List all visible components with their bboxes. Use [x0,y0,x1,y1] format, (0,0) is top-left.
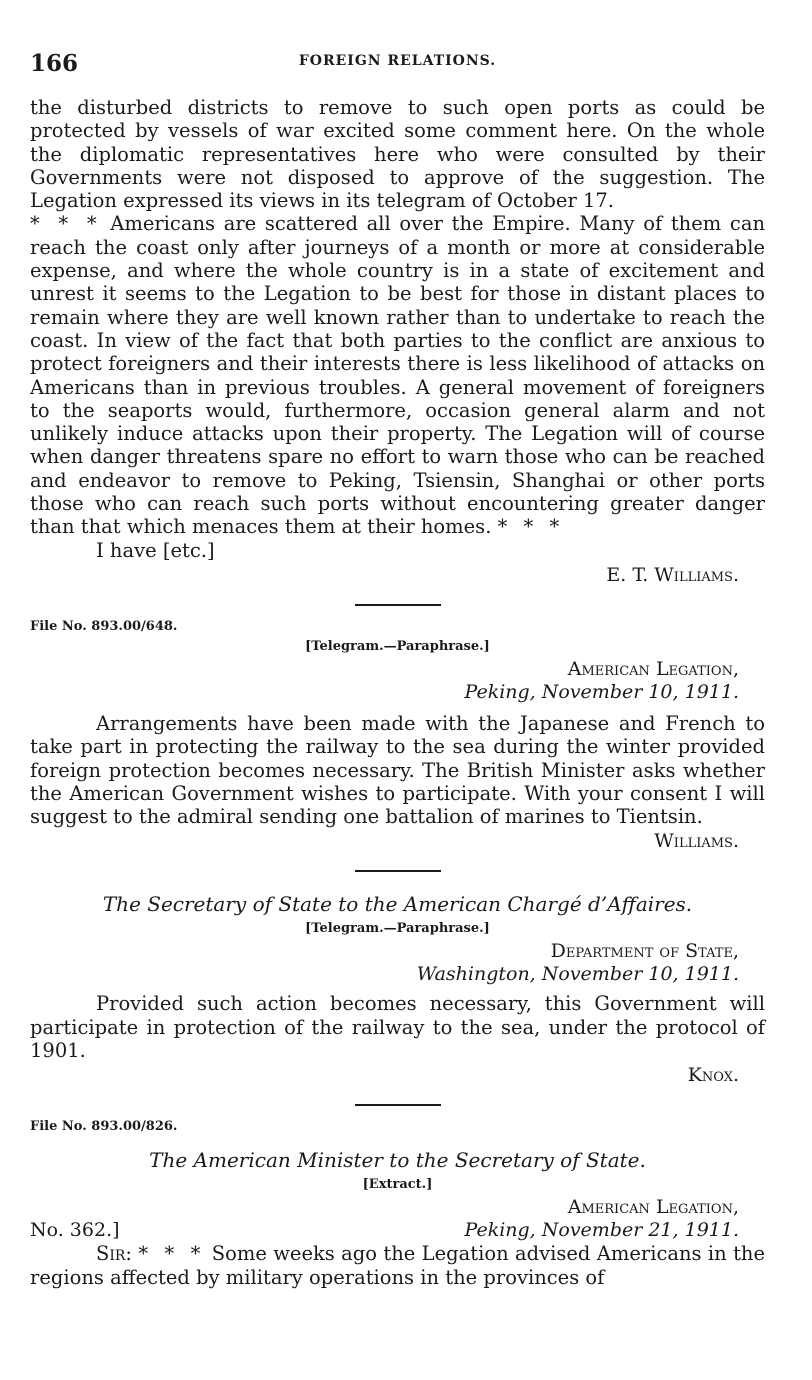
letter2-body [30,1242,765,1289]
sender-place: American Legation, [567,657,739,680]
letter1-closing: I have [etc.] [96,538,215,562]
page-header [30,50,765,80]
sender-place: Department of State, [550,940,739,963]
salutation: Sir: [96,1242,132,1266]
section-divider [355,1104,441,1106]
dateline: Washington, November 10, 1911. [416,963,739,986]
file-number: File No. 893.00/648. [30,618,178,634]
section-divider [355,604,441,606]
letter1-body-text-2: Americans are scattered all over the Empire. Many of them can reach the coast only after journeys of a month or more at considerable expense, and where the whole country is in a state of excitement and unrest it seems to the Legation to be best for those in distant places to remain where they are well known rather than to undertake to reach the coast. In view of the fact that both parties to the conflict are anxious to protect foreigners and their interests there is less likelihood of attacks on Americans than in previous troubles. A general movement of foreigners to the seaports would, furthermore, occasion general alarm and not unlikely induce attacks upon their property. The Legation will of course when danger threatens spare no effort to warn those who can be reached and endeavor to remove to Peking, Tsiensin, Shanghai or other ports those who can reach such ports without encountering greater danger than that which menaces them at their homes. [30,212,766,539]
running-head: FOREIGN RELATIONS. [298,53,497,69]
telegram1-signature: Williams. [654,830,739,853]
telegram-note: [Telegram.—Paraphrase.] [305,638,490,654]
telegram-note: [Telegram.—Paraphrase.] [305,921,490,937]
sender-place: American Legation, [567,1196,739,1219]
telegram1-body: Arrangements have been made with the Japanese and French to take part in protecting the railway to the sea during the winter provided foreign protection becomes necessary. The British Minister asks whether the American Government wishes to participate. With your consent I will suggest to the admiral sending one battalion of marines to Tientsin. [30,711,765,829]
document-page [30,50,765,1289]
letter1-body-text: the disturbed districts to remove to such open ports as could be protected by vessels of war excited some comment here. On the whole the diplomatic representatives here who were consulted by their Governments were not disposed to approve of the suggestion. The Legation expressed its views in its telegram of October 17. [30,96,765,213]
extract-note: [Extract.] [362,1177,433,1193]
despatch-number: No. 362.] [30,1219,120,1242]
letter2-body-text: Some weeks ago the Legation advised Americans in the regions affected by military operations in the provinces of [30,1242,766,1289]
dateline: Peking, November 10, 1911. [464,680,739,703]
omission-stars-2: * * * [497,515,565,539]
section-divider [355,870,441,872]
document-title: The American Minister to the Secretary of State. [149,1148,646,1173]
letter1-signature: E. T. Williams. [606,563,739,586]
telegram2-signature: Knox. [687,1064,739,1087]
omission-stars: * * * [138,1242,206,1266]
omission-stars: * * * [30,212,102,236]
page-number: 166 [30,50,79,77]
file-number: File No. 893.00/826. [30,1119,178,1135]
number-date-line [30,1219,765,1242]
letter1-body [30,96,765,539]
document-title: The Secretary of State to the American Chargé d’Affaires. [102,892,693,917]
telegram2-body: Provided such action becomes necessary, this Government will participate in protection of the railway to the sea, under the protocol of 1901. [30,992,765,1063]
dateline: Peking, November 21, 1911. [464,1219,739,1242]
